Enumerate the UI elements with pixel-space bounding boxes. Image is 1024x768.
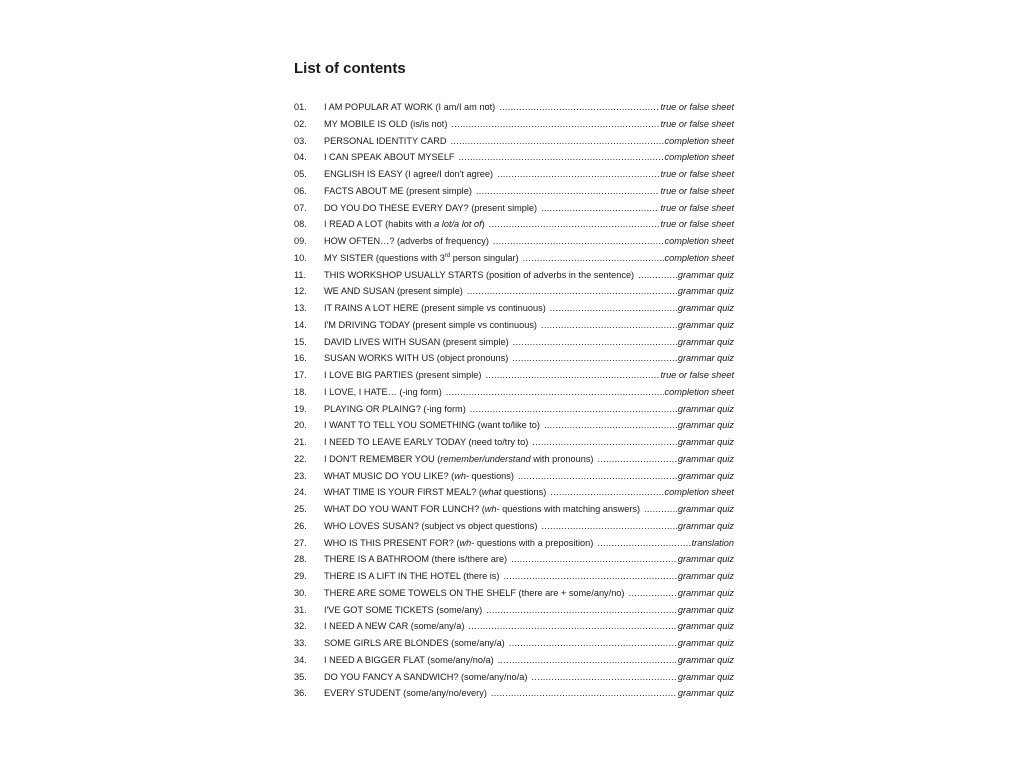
item-activity-type: completion sheet <box>664 152 734 163</box>
topic-text: questions with matching answers) <box>499 504 641 514</box>
item-activity-type: true or false sheet <box>660 219 734 230</box>
item-number: 22. <box>294 453 307 464</box>
dot-leader <box>497 166 659 183</box>
contents-row <box>294 652 734 669</box>
topic-text: PLAYING OR PLAING? (-ing form) <box>324 403 466 414</box>
item-number: 19. <box>294 403 307 414</box>
item-topic <box>324 99 495 116</box>
item-topic <box>324 652 494 669</box>
item-number: 13. <box>294 303 307 313</box>
item-number: 01. <box>294 102 307 112</box>
contents-row <box>294 585 734 602</box>
item-number: 33. <box>294 638 307 648</box>
contents-row <box>294 685 734 702</box>
item-number: 11. <box>294 269 307 280</box>
item-topic <box>324 283 463 300</box>
topic-text: with pronouns) <box>530 453 594 464</box>
item-topic <box>324 350 508 367</box>
contents-row <box>294 334 734 351</box>
dot-leader <box>451 133 664 150</box>
topic-italic: wh- <box>459 537 475 548</box>
item-number: 12. <box>294 286 307 297</box>
dot-leader <box>597 535 690 552</box>
item-number: 31. <box>294 604 307 615</box>
item-topic <box>324 685 487 702</box>
item-activity-type: grammar quiz <box>677 571 734 581</box>
topic-text: questions) <box>469 470 514 481</box>
contents-row <box>294 200 734 217</box>
contents-row <box>294 669 734 686</box>
topic-text: DO YOU DO THESE EVERY DAY? (present simple) <box>324 202 538 213</box>
item-topic <box>324 367 481 384</box>
topic-italic: a lot/a lot of <box>434 219 482 230</box>
contents-row <box>294 116 734 133</box>
item-activity-type: grammar quiz <box>677 604 734 615</box>
topic-text: I DON'T REMEMBER YOU ( <box>324 453 441 464</box>
topic-text: I READ A LOT (habits with <box>324 219 435 230</box>
dot-leader <box>499 99 659 116</box>
dot-leader <box>541 518 676 535</box>
item-topic <box>324 200 537 217</box>
topic-text: IT RAINS A LOT HERE (present simple vs continuous) <box>324 303 546 313</box>
item-topic <box>324 149 455 166</box>
contents-row <box>294 535 734 552</box>
dot-leader <box>638 267 677 284</box>
dot-leader <box>489 216 660 233</box>
topic-text: WHO LOVES SUSAN? (subject vs object questions) <box>324 520 538 531</box>
dot-leader <box>486 602 677 619</box>
item-activity-type: grammar quiz <box>677 504 734 514</box>
item-number: 05. <box>294 169 307 179</box>
topic-text: WHAT MUSIC DO YOU LIKE? ( <box>324 470 455 481</box>
item-activity-type: true or false sheet <box>660 370 734 380</box>
contents-row <box>294 484 734 501</box>
item-topic <box>324 618 464 635</box>
item-number: 35. <box>294 671 307 682</box>
dot-leader <box>509 635 677 652</box>
item-number: 20. <box>294 420 307 431</box>
contents-row <box>294 602 734 619</box>
item-number: 28. <box>294 554 307 565</box>
topic-italic: wh- <box>484 504 500 514</box>
item-number: 24. <box>294 487 307 498</box>
item-topic <box>324 535 593 552</box>
item-activity-type: completion sheet <box>664 487 734 498</box>
item-number: 16. <box>294 353 307 364</box>
item-activity-type: grammar quiz <box>677 319 734 330</box>
dot-leader <box>467 283 677 300</box>
item-topic <box>324 602 482 619</box>
topic-text: DO YOU FANCY A SANDWICH? (some/any/no/a) <box>324 671 528 682</box>
dot-leader <box>518 468 677 485</box>
contents-row <box>294 317 734 334</box>
item-activity-type: grammar quiz <box>677 638 734 648</box>
topic-text: THERE IS A BATHROOM (there is/there are) <box>324 554 508 565</box>
dot-leader <box>511 551 677 568</box>
contents-row <box>294 367 734 384</box>
dot-leader <box>493 233 664 250</box>
contents-row <box>294 133 734 150</box>
topic-text: WE AND SUSAN (present simple) <box>324 286 463 297</box>
contents-row <box>294 384 734 401</box>
item-topic <box>324 317 537 334</box>
item-activity-type: grammar quiz <box>677 336 734 347</box>
topic-text: THERE IS A LIFT IN THE HOTEL (there is) <box>324 571 500 581</box>
topic-text: I LOVE, I HATE… (-ing form) <box>324 386 442 397</box>
topic-text: I NEED A NEW CAR (some/any/a) <box>324 621 465 632</box>
item-number: 07. <box>294 202 307 213</box>
dot-leader <box>446 384 664 401</box>
dot-leader <box>485 367 659 384</box>
dot-leader <box>459 149 664 166</box>
topic-text: THERE ARE SOME TOWELS ON THE SHELF (there are + some/any/no) <box>324 587 625 598</box>
dot-leader <box>503 568 676 585</box>
item-activity-type: grammar quiz <box>677 621 734 632</box>
topic-superscript: rd <box>444 252 451 259</box>
dot-leader <box>476 183 660 200</box>
topic-text: PERSONAL IDENTITY CARD <box>324 135 447 146</box>
contents-row <box>294 401 734 418</box>
item-topic <box>324 518 537 535</box>
dot-leader <box>644 501 677 518</box>
dot-leader <box>491 685 677 702</box>
topic-text: I CAN SPEAK ABOUT MYSELF <box>324 152 455 163</box>
item-topic <box>324 216 485 233</box>
contents-row <box>294 518 734 535</box>
item-activity-type: grammar quiz <box>677 303 734 313</box>
contents-row <box>294 451 734 468</box>
item-activity-type: grammar quiz <box>677 470 734 481</box>
item-number: 02. <box>294 118 307 129</box>
item-activity-type: grammar quiz <box>677 520 734 531</box>
contents-list <box>294 99 734 702</box>
item-activity-type: grammar quiz <box>677 654 734 665</box>
item-activity-type: completion sheet <box>664 252 734 263</box>
dot-leader <box>550 300 677 317</box>
contents-row <box>294 300 734 317</box>
item-activity-type: true or false sheet <box>660 118 734 129</box>
dot-leader <box>598 451 677 468</box>
contents-row <box>294 233 734 250</box>
item-activity-type: true or false sheet <box>660 202 734 213</box>
item-topic <box>324 116 447 133</box>
item-activity-type: completion sheet <box>664 236 734 246</box>
dot-leader <box>513 334 677 351</box>
page-title: List of contents <box>294 60 406 77</box>
dot-leader <box>470 401 677 418</box>
topic-text: I AM POPULAR AT WORK (I am/I am not) <box>324 102 496 112</box>
dot-leader <box>468 618 676 635</box>
topic-text: ) <box>481 219 485 230</box>
item-activity-type: completion sheet <box>664 135 734 146</box>
item-activity-type: grammar quiz <box>677 286 734 297</box>
item-number: 26. <box>294 520 307 531</box>
topic-text: WHAT DO YOU WANT FOR LUNCH? ( <box>324 504 485 514</box>
topic-text: EVERY STUDENT (some/any/no/every) <box>324 688 487 699</box>
item-number: 09. <box>294 236 307 246</box>
item-activity-type: true or false sheet <box>660 169 734 179</box>
dot-leader <box>541 200 659 217</box>
item-topic <box>324 468 514 485</box>
item-topic <box>324 166 493 183</box>
topic-text: questions with a preposition) <box>474 537 594 548</box>
item-topic <box>324 434 528 451</box>
topic-text: person singular) <box>450 252 519 263</box>
topic-italic: remember/understand <box>440 453 531 464</box>
contents-row <box>294 149 734 166</box>
topic-text: ENGLISH IS EASY (I agree/I don't agree) <box>324 169 494 179</box>
item-number: 32. <box>294 621 307 632</box>
topic-italic: what <box>481 487 502 498</box>
item-activity-type: grammar quiz <box>677 554 734 565</box>
item-number: 23. <box>294 470 307 481</box>
contents-row <box>294 267 734 284</box>
item-activity-type: grammar quiz <box>677 437 734 447</box>
contents-row <box>294 183 734 200</box>
dot-leader <box>451 116 659 133</box>
item-topic <box>324 300 546 317</box>
item-topic <box>324 635 505 652</box>
contents-row <box>294 417 734 434</box>
contents-row <box>294 250 734 267</box>
item-activity-type: true or false sheet <box>660 185 734 196</box>
item-activity-type: grammar quiz <box>677 403 734 414</box>
dot-leader <box>523 250 664 267</box>
item-activity-type: grammar quiz <box>677 420 734 431</box>
contents-row <box>294 618 734 635</box>
item-topic <box>324 451 594 468</box>
topic-text: SUSAN WORKS WITH US (object pronouns) <box>324 353 509 364</box>
item-activity-type: grammar quiz <box>677 587 734 598</box>
topic-text: I WANT TO TELL YOU SOMETHING (want to/like to) <box>324 420 540 431</box>
item-number: 03. <box>294 135 307 146</box>
item-number: 14. <box>294 319 307 330</box>
item-topic <box>324 133 447 150</box>
topic-text: THIS WORKSHOP USUALLY STARTS (position of adverbs in the sentence) <box>324 269 635 280</box>
item-number: 30. <box>294 587 307 598</box>
item-number: 36. <box>294 688 307 699</box>
topic-text: MY MOBILE IS OLD (is/is not) <box>324 118 448 129</box>
item-topic <box>324 233 489 250</box>
contents-row <box>294 350 734 367</box>
item-number: 08. <box>294 219 307 230</box>
item-number: 06. <box>294 185 307 196</box>
item-activity-type: grammar quiz <box>677 453 734 464</box>
item-number: 27. <box>294 537 307 548</box>
contents-row <box>294 166 734 183</box>
item-activity-type: grammar quiz <box>677 688 734 699</box>
item-topic <box>324 551 507 568</box>
dot-leader <box>532 434 677 451</box>
contents-row <box>294 468 734 485</box>
topic-text: FACTS ABOUT ME (present simple) <box>324 185 472 196</box>
topic-text: MY SISTER (questions with 3 <box>324 252 445 263</box>
contents-row <box>294 551 734 568</box>
item-topic <box>324 585 624 602</box>
item-topic <box>324 334 509 351</box>
item-number: 15. <box>294 336 307 347</box>
item-topic <box>324 183 472 200</box>
item-activity-type: grammar quiz <box>677 353 734 364</box>
item-activity-type: translation <box>691 537 734 548</box>
contents-row <box>294 283 734 300</box>
item-number: 25. <box>294 504 307 514</box>
topic-text: I LOVE BIG PARTIES (present simple) <box>324 370 482 380</box>
topic-text: I NEED A BIGGER FLAT (some/any/no/a) <box>324 654 494 665</box>
item-topic <box>324 669 527 686</box>
item-topic <box>324 417 540 434</box>
item-number: 10. <box>294 252 307 263</box>
topic-italic: wh- <box>454 470 469 481</box>
item-number: 29. <box>294 571 307 581</box>
contents-row <box>294 635 734 652</box>
contents-row <box>294 216 734 233</box>
item-topic <box>324 384 442 401</box>
dot-leader <box>544 417 677 434</box>
topic-text: WHO IS THIS PRESENT FOR? ( <box>324 537 460 548</box>
dot-leader <box>541 317 677 334</box>
item-topic <box>324 401 466 418</box>
dot-leader <box>512 350 677 367</box>
contents-row <box>294 568 734 585</box>
topic-text: SOME GIRLS ARE BLONDES (some/any/a) <box>324 638 505 648</box>
dot-leader <box>498 652 677 669</box>
item-number: 21. <box>294 437 307 447</box>
item-topic <box>324 568 499 585</box>
topic-text: HOW OFTEN…? (adverbs of frequency) <box>324 236 489 246</box>
contents-row <box>294 99 734 116</box>
item-activity-type: grammar quiz <box>677 671 734 682</box>
contents-page <box>294 60 734 702</box>
item-activity-type: grammar quiz <box>677 269 734 280</box>
item-number: 04. <box>294 152 307 163</box>
item-topic <box>324 484 546 501</box>
item-activity-type: true or false sheet <box>660 102 734 112</box>
topic-text: questions) <box>501 487 547 498</box>
topic-text: I NEED TO LEAVE EARLY TODAY (need to/try to) <box>324 437 529 447</box>
topic-text: I'VE GOT SOME TICKETS (some/any) <box>324 604 483 615</box>
item-number: 18. <box>294 386 307 397</box>
topic-text: WHAT TIME IS YOUR FIRST MEAL? ( <box>324 487 482 498</box>
contents-row <box>294 501 734 518</box>
contents-row <box>294 434 734 451</box>
item-number: 34. <box>294 654 307 665</box>
topic-text: I'M DRIVING TODAY (present simple vs continuous) <box>324 319 537 330</box>
dot-leader <box>550 484 663 501</box>
dot-leader <box>531 669 676 686</box>
dot-leader <box>628 585 676 602</box>
item-number: 17. <box>294 370 307 380</box>
item-topic <box>324 250 519 267</box>
topic-text: DAVID LIVES WITH SUSAN (present simple) <box>324 336 509 347</box>
item-activity-type: completion sheet <box>664 386 734 397</box>
item-topic <box>324 267 634 284</box>
item-topic <box>324 501 640 518</box>
